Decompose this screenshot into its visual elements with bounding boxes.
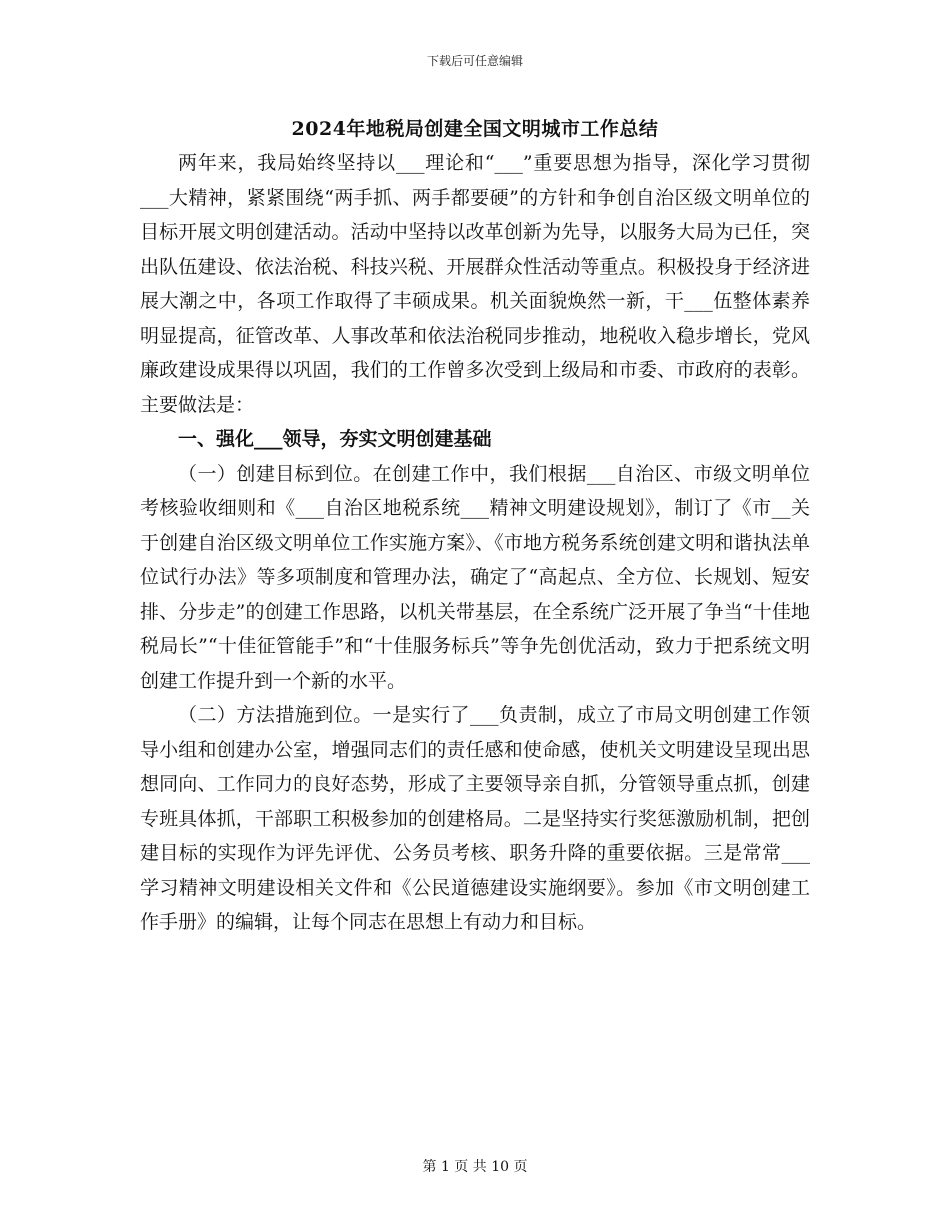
page-number-footer: 第 1 页 共 10 页 bbox=[422, 1159, 528, 1175]
body-paragraph: （一）创建目标到位。在创建工作中，我们根据___自治区、市级文明单位考核验收细则和《___自治区地税系统___精神文明建设规划》，制订了《市__关于创建自治区级文明单位工作实施方案》、《市地方税务系统创建文明和谐执法单位试行办法》等多项制度和管理办法，确定了“高起点、全方位、长规划、短安排、分步走”的创建工作思路，以机关带基层，在全系统广泛开展了争当“十佳地税局长”“十佳征管能手”和“十佳服务标兵”等争先创优活动，致力于把系统文明创建工作提升到一个新的水平。 bbox=[140, 462, 810, 692]
body-paragraph: （二）方法措施到位。一是实行了___负责制，成立了市局文明创建工作领导小组和创建办公室，增强同志们的责任感和使命感，使机关文明建设呈现出思想同向、工作同力的良好态势，形成了主要领导亲自抓，分管领导重点抓，创建专班具体抓，干部职工积极参加的创建格局。二是坚持实行奖惩激励机制，把创建目标的实现作为评先评优、公务员考核、职务升降的重要依据。三是常常___学习精神文明建设相关文件和《公民道德建设实施纲要》。参加《市文明创建工作手册》的编辑，让每个同志在思想上有动力和目标。 bbox=[140, 704, 810, 933]
document-body bbox=[140, 146, 810, 940]
intro-paragraph: 两年来，我局始终坚持以___理论和“___”重要思想为指导，深化学习贯彻___大精神，紧紧围绕“两手抓、两手都要硬”的方针和争创自治区级文明单位的目标开展文明创建活动。活动中坚持以改革创新为先导，以服务大局为已任，突出队伍建设、依法治税、科技兴税、开展群众性活动等重点。积极投身于经济进展大潮之中，各项工作取得了丰硕成果。机关面貌焕然一新，干___伍整体素养明显提高，征管改革、人事改革和依法治税同步推动，地税收入稳步增长，党风廉政建设成果得以巩固，我们的工作曾多次受到上级局和市委、市政府的表彰。主要做法是： bbox=[140, 152, 810, 416]
section-heading: 一、强化___领导，夯实文明创建基础 bbox=[178, 428, 492, 450]
header-note: 下载后可任意编辑 bbox=[426, 54, 523, 68]
document-title: 2024年地税局创建全国文明城市工作总结 bbox=[291, 118, 659, 140]
